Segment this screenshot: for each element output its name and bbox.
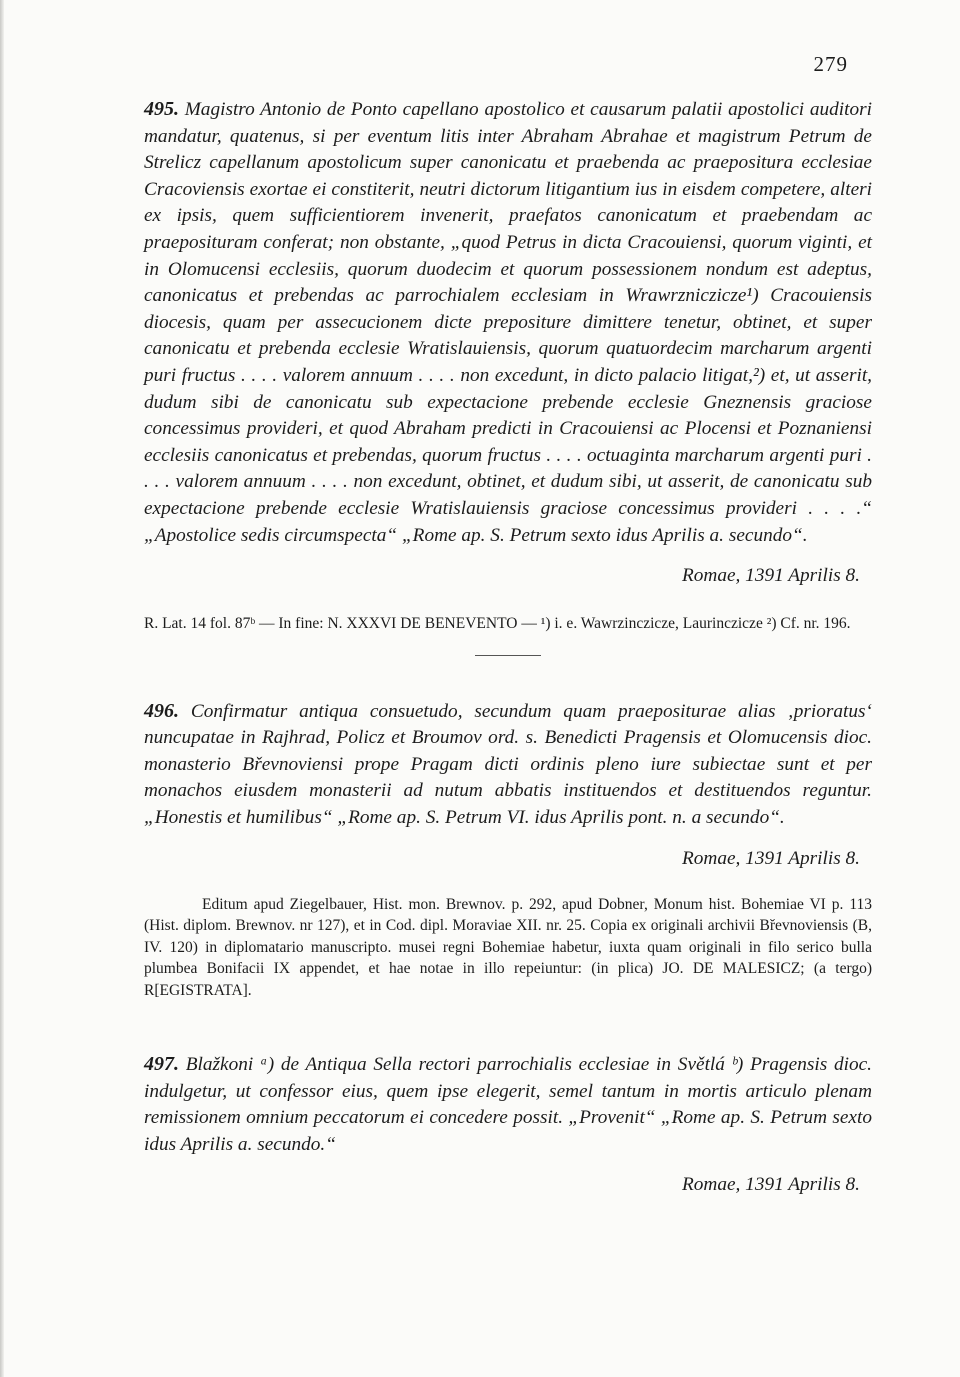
page-content <box>144 96 872 1196</box>
entry-496 <box>144 698 872 1001</box>
entry-body: Confirmatur antiqua consuetudo, secundum quam praepositurae alias ‚prioratus‘ nuncupatae in Rajhrad, Policz et Broumov ord. s. Benedicti Pragensis et Olomucensis dioc. monasterio Břevnoviensi prope Pragam dicti ordinis pleno iure subiectae sunt et per monachos eiusdem monasterii ad nutum abbatis instituendos et destituendos reguntur. „Honestis et humilibus“ „Rome ap. S. Petrum VI. idus Aprilis pont. n. a secundo“. <box>144 700 872 828</box>
entry-497 <box>144 1051 872 1196</box>
entry-date: Romae, 1391 Aprilis 8. <box>682 1174 860 1196</box>
entry-number: 495. <box>144 98 179 120</box>
entry-edition-note: Editum apud Ziegelbauer, Hist. mon. Brewnov. p. 292, apud Dobner, Monum hist. Bohemiae VI p. 113 (Hist. diplom. Brewnov. nr 127), et in Cod. dipl. Moraviae XII. nr. 25. Copia ex originali archivii Břevnoviensis (B, IV. 120) in diplomatario manuscripto. musei regni Bohemiae habetur, iuxta quam originali in filo serico bulla plumbea Bonifacii IX appendet, et hae notae in illo repeiuntur: (in plica) JO. DE MALESICZ; (a tergo) R[EGISTRATA]. <box>144 895 872 999</box>
entry-body: Blažkoni ᵃ) de Antiqua Sella rectori parrochialis ecclesiae in Světlá ᵇ) Pragensis dioc. indulgetur, ut confessor eius, quem ipse elegerit, semel tantum in mortis articulo plenam remissionem omnium peccatorum ei concedere possit. „Provenit“ „Rome ap. S. Petrum sexto idus Aprilis a. secundo.“ <box>144 1054 872 1155</box>
entry-body: Magistro Antonio de Ponto capellano apostolico et causarum palatii apostolici auditori mandatur, quatenus, si per eventum litis inter Abraham Abrahae et magistrum Petrum de Strelicz capellanum apostolicum super canonicatu et praebenda ac praepositura ecclesiae Cracoviensis exortae ei constiterit, neutri dictorum litigantium ius in eisdem competere, alteri ex ipsis, quem sufficientiorem invenerit, praefatos canonicatum et praebendam ac praeposituram conferat; non obstante, „quod Petrus in dicta Cracouiensi, quorum viginti, et in Olomucensi ecclesiis, quorum duodecim et quorum possessionem nondum est adeptus, canonicatus et prebendas ac parrochialem ecclesiam in Wrawrzniczicze¹) Cracouiensis diocesis, quam per assecucionem dicte prepositure dimittere tenetur, obtinet, et super canonicatu et prebenda ecclesie Wratislauiensis, quorum quatuordecim marcharum argenti puri fructus . . . . valorem annuum . . . . non excedunt, in dicto palacio litigat,²) et, ut asserit, dudum sibi de canonicatu sub expectacione prebende ecclesie Gneznensis graciose concessimus provideri, et quod Abraham predicti in Cracouiensi ac Plocensi et Poznaniensi ecclesiis canonicatus et prebendas, quorum fructus . . . . octuaginta marcharum argenti puri . . . . valorem annuum . . . . non excedunt, obtinet, et dudum sibi, ut asserit, de canonicatu sub expectacione prebende ecclesie Wratislauiensis graciose concessimus provideri . . . .“ „Apostolice sedis circumspecta“ „Rome ap. S. Petrum sexto idus Aprilis a. secundo“. <box>144 99 872 546</box>
entry-source-note: R. Lat. 14 fol. 87ᵇ — In fine: N. XXXVI DE BENEVENTO — ¹) i. e. Wawrzinczicze, Laurinczicze ²) Cf. nr. 196. <box>144 615 851 633</box>
entry-number: 497. <box>144 1053 179 1076</box>
entry-date: Romae, 1391 Aprilis 8. <box>682 565 860 587</box>
entry-text <box>144 698 872 832</box>
entry-text <box>144 96 872 549</box>
entry-text <box>144 1051 872 1158</box>
entry-date: Romae, 1391 Aprilis 8. <box>682 847 860 869</box>
entry-number: 496. <box>144 699 179 722</box>
page-edge <box>0 0 4 1377</box>
entry-495 <box>144 96 872 656</box>
page-number: 279 <box>813 52 848 76</box>
